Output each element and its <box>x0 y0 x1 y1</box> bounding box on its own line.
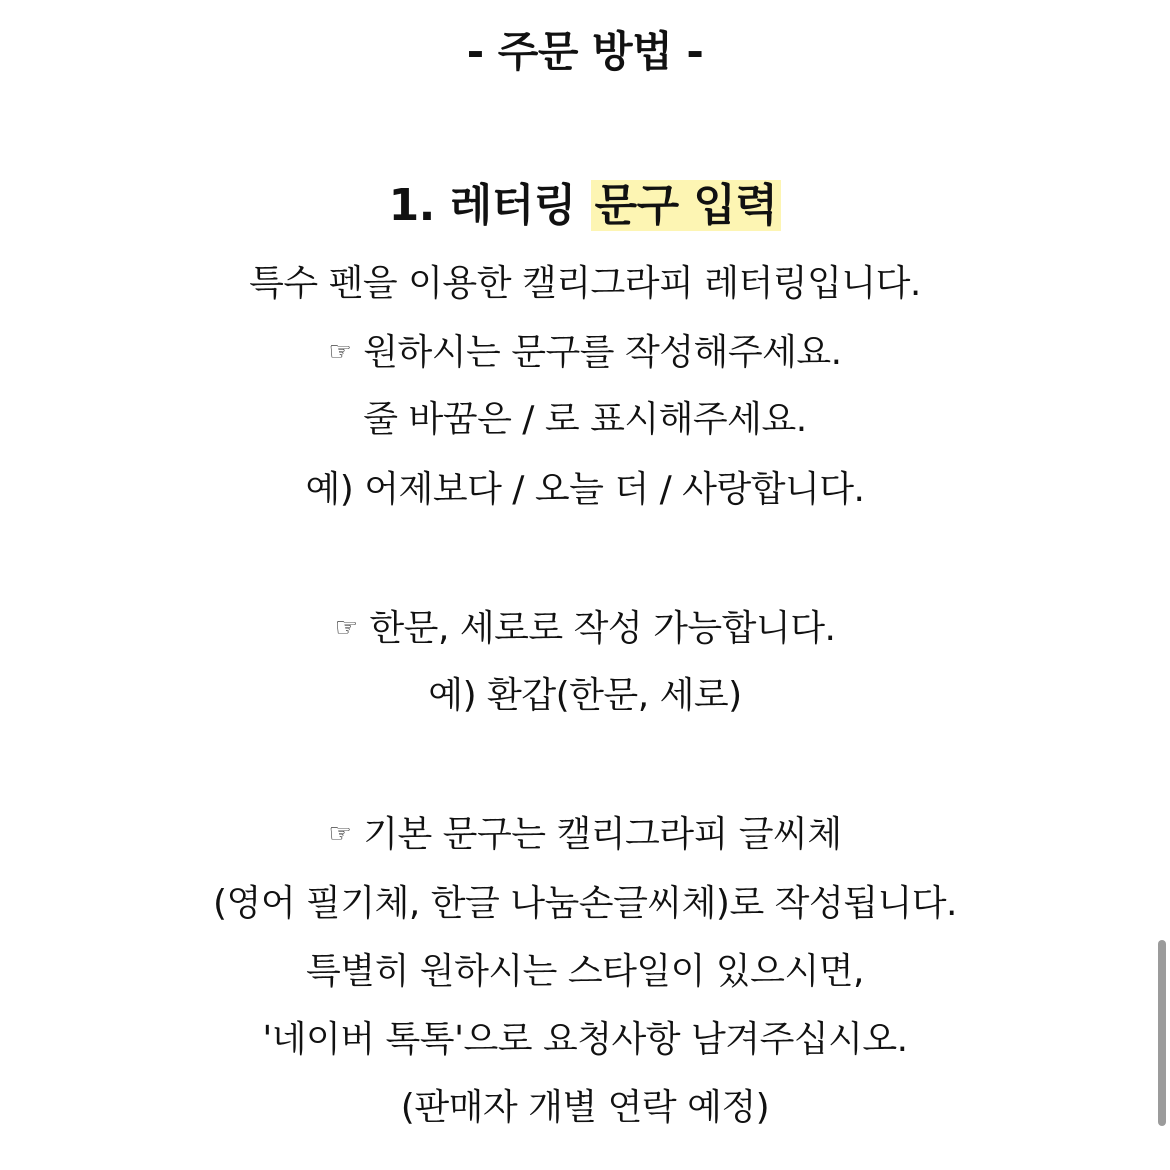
description-line-7-text: 기본 문구는 캘리그라피 글씨체 <box>363 814 842 855</box>
description-line-2 <box>0 328 1170 377</box>
section-heading <box>0 178 1170 234</box>
description-line-11: (판매자 개별 연락 예정) <box>400 1087 770 1128</box>
description-line-9: 특별히 원하시는 스타일이 있으시면, <box>306 951 864 992</box>
description-line-7 <box>0 810 1170 859</box>
section-heading-highlight: 문구 입력 <box>591 180 782 231</box>
example-line-1: 예) 어제보다 / 오늘 더 / 사랑합니다. <box>305 469 865 510</box>
description-line-5 <box>0 604 1170 653</box>
description-line-5-text: 한문, 세로로 작성 가능합니다. <box>369 608 836 649</box>
page-title: - 주문 방법 - <box>466 27 704 76</box>
description-line-8: (영어 필기체, 한글 나눔손글씨체)로 작성됩니다. <box>213 883 957 924</box>
description-line-3: 줄 바꿈은 / 로 표시해주세요. <box>363 399 807 440</box>
pointing-hand-icon: ☞ <box>328 337 352 367</box>
description-line-1: 특수 펜을 이용한 캘리그라피 레터링입니다. <box>249 263 921 304</box>
pointing-hand-icon: ☞ <box>328 819 352 849</box>
description-line-10: '네이버 톡톡'으로 요청사항 남겨주십시오. <box>262 1019 908 1060</box>
section-heading-plain: 레터링 <box>449 180 576 231</box>
description-line-2-text: 원하시는 문구를 작성해주세요. <box>363 332 842 373</box>
example-line-2: 예) 환갑(한문, 세로) <box>428 675 742 716</box>
vertical-scrollbar[interactable] <box>1158 940 1166 1126</box>
section-number: 1. <box>388 180 435 231</box>
pointing-hand-icon: ☞ <box>334 613 358 643</box>
